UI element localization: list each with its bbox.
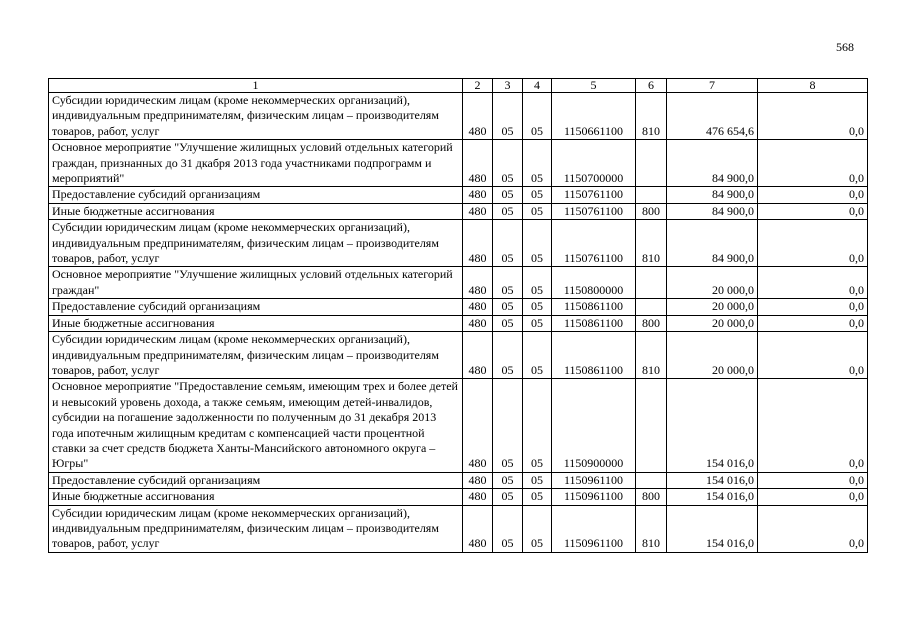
amount: 84 900,0 [667, 203, 758, 219]
table-row [49, 472, 868, 488]
code-pr: 05 [523, 315, 552, 331]
code-gr: 480 [463, 220, 493, 267]
amount-second: 0,0 [758, 332, 868, 379]
amount-second: 0,0 [758, 267, 868, 299]
code-pr: 05 [523, 379, 552, 472]
code-pr: 05 [523, 220, 552, 267]
column-header: 6 [636, 79, 667, 93]
code-pr: 05 [523, 332, 552, 379]
row-name: Субсидии юридическим лицам (кроме некоммерческих организаций), индивидуальным предпринимателям, физическим лицам – производителям товаров, работ, услуг [49, 93, 463, 140]
column-header: 3 [493, 79, 523, 93]
code-csr: 1150761100 [552, 203, 636, 219]
code-gr: 480 [463, 505, 493, 552]
code-pr: 05 [523, 93, 552, 140]
code-vr: 800 [636, 489, 667, 505]
code-vr: 810 [636, 332, 667, 379]
amount: 84 900,0 [667, 187, 758, 203]
code-rz: 05 [493, 472, 523, 488]
code-vr: 810 [636, 93, 667, 140]
amount-second: 0,0 [758, 140, 868, 187]
code-gr: 480 [463, 379, 493, 472]
code-rz: 05 [493, 379, 523, 472]
code-gr: 480 [463, 489, 493, 505]
code-gr: 480 [463, 203, 493, 219]
code-csr: 1150700000 [552, 140, 636, 187]
amount: 20 000,0 [667, 299, 758, 315]
amount-second: 0,0 [758, 505, 868, 552]
row-name: Субсидии юридическим лицам (кроме некоммерческих организаций), индивидуальным предпринимателям, физическим лицам – производителям товаров, работ, услуг [49, 505, 463, 552]
amount: 154 016,0 [667, 489, 758, 505]
table-row [49, 505, 868, 552]
code-vr: 810 [636, 505, 667, 552]
amount-second: 0,0 [758, 472, 868, 488]
table-row [49, 332, 868, 379]
code-gr: 480 [463, 332, 493, 379]
column-header: 4 [523, 79, 552, 93]
amount-second: 0,0 [758, 299, 868, 315]
code-rz: 05 [493, 220, 523, 267]
code-csr: 1150961100 [552, 505, 636, 552]
code-pr: 05 [523, 187, 552, 203]
code-vr [636, 140, 667, 187]
row-name: Иные бюджетные ассигнования [49, 203, 463, 219]
code-csr: 1150761100 [552, 187, 636, 203]
code-csr: 1150961100 [552, 472, 636, 488]
column-header: 2 [463, 79, 493, 93]
row-name: Иные бюджетные ассигнования [49, 315, 463, 331]
column-header: 5 [552, 79, 636, 93]
table-row [49, 379, 868, 472]
code-csr: 1150900000 [552, 379, 636, 472]
row-name: Субсидии юридическим лицам (кроме некоммерческих организаций), индивидуальным предпринимателям, физическим лицам – производителям товаров, работ, услуг [49, 220, 463, 267]
code-rz: 05 [493, 332, 523, 379]
code-gr: 480 [463, 140, 493, 187]
code-csr: 1150761100 [552, 220, 636, 267]
code-gr: 480 [463, 315, 493, 331]
code-csr: 1150861100 [552, 332, 636, 379]
row-name: Предоставление субсидий организациям [49, 472, 463, 488]
code-rz: 05 [493, 187, 523, 203]
code-pr: 05 [523, 203, 552, 219]
table-row [49, 140, 868, 187]
code-pr: 05 [523, 267, 552, 299]
amount-second: 0,0 [758, 187, 868, 203]
table-row [49, 315, 868, 331]
code-csr: 1150961100 [552, 489, 636, 505]
table-row [49, 489, 868, 505]
code-vr [636, 267, 667, 299]
code-vr [636, 299, 667, 315]
table-row [49, 220, 868, 267]
row-name: Иные бюджетные ассигнования [49, 489, 463, 505]
code-vr: 800 [636, 315, 667, 331]
code-vr [636, 187, 667, 203]
amount: 154 016,0 [667, 379, 758, 472]
code-pr: 05 [523, 140, 552, 187]
code-rz: 05 [493, 489, 523, 505]
amount-second: 0,0 [758, 220, 868, 267]
code-rz: 05 [493, 315, 523, 331]
row-name: Основное мероприятие "Улучшение жилищных условий отдельных категорий граждан, признанных до 31 дкабря 2013 года участниками подпрограмм и мероприятий" [49, 140, 463, 187]
code-pr: 05 [523, 505, 552, 552]
amount-second: 0,0 [758, 93, 868, 140]
table-row [49, 203, 868, 219]
code-csr: 1150661100 [552, 93, 636, 140]
amount: 20 000,0 [667, 332, 758, 379]
amount: 20 000,0 [667, 315, 758, 331]
code-csr: 1150800000 [552, 267, 636, 299]
amount-second: 0,0 [758, 379, 868, 472]
code-rz: 05 [493, 203, 523, 219]
column-header: 1 [49, 79, 463, 93]
row-name: Основное мероприятие "Улучшение жилищных условий отдельных категорий граждан" [49, 267, 463, 299]
row-name: Основное мероприятие "Предоставление семьям, имеющим трех и более детей и невысокий уровень дохода, а также семьям, имеющим детей-инвалидов, субсидии на погашение задолженности по полученным до 31 декабря 2013 года ипотечным жилищным кредитам с компенсацией части процентной ставки за счет средств бюджета Ханты-Мансийского автономного округа – Югры" [49, 379, 463, 472]
amount-second: 0,0 [758, 203, 868, 219]
amount: 154 016,0 [667, 505, 758, 552]
code-gr: 480 [463, 187, 493, 203]
amount: 84 900,0 [667, 220, 758, 267]
row-name: Предоставление субсидий организациям [49, 299, 463, 315]
page-number: 568 [836, 40, 854, 54]
code-gr: 480 [463, 267, 493, 299]
row-name: Субсидии юридическим лицам (кроме некоммерческих организаций), индивидуальным предпринимателям, физическим лицам – производителям товаров, работ, услуг [49, 332, 463, 379]
table-row [49, 299, 868, 315]
amount: 476 654,6 [667, 93, 758, 140]
code-csr: 1150861100 [552, 299, 636, 315]
amount-second: 0,0 [758, 315, 868, 331]
code-rz: 05 [493, 505, 523, 552]
code-rz: 05 [493, 140, 523, 187]
amount: 154 016,0 [667, 472, 758, 488]
column-header: 8 [758, 79, 868, 93]
table-header-row [49, 79, 868, 93]
code-rz: 05 [493, 267, 523, 299]
table-row [49, 267, 868, 299]
code-csr: 1150861100 [552, 315, 636, 331]
code-vr: 800 [636, 203, 667, 219]
code-pr: 05 [523, 472, 552, 488]
amount: 84 900,0 [667, 140, 758, 187]
table-row [49, 93, 868, 140]
row-name: Предоставление субсидий организациям [49, 187, 463, 203]
table-row [49, 187, 868, 203]
code-gr: 480 [463, 93, 493, 140]
code-pr: 05 [523, 299, 552, 315]
code-rz: 05 [493, 299, 523, 315]
code-vr: 810 [636, 220, 667, 267]
code-gr: 480 [463, 472, 493, 488]
amount: 20 000,0 [667, 267, 758, 299]
code-vr [636, 379, 667, 472]
amount-second: 0,0 [758, 489, 868, 505]
budget-table [48, 78, 868, 553]
code-gr: 480 [463, 299, 493, 315]
column-header: 7 [667, 79, 758, 93]
code-rz: 05 [493, 93, 523, 140]
code-vr [636, 472, 667, 488]
code-pr: 05 [523, 489, 552, 505]
